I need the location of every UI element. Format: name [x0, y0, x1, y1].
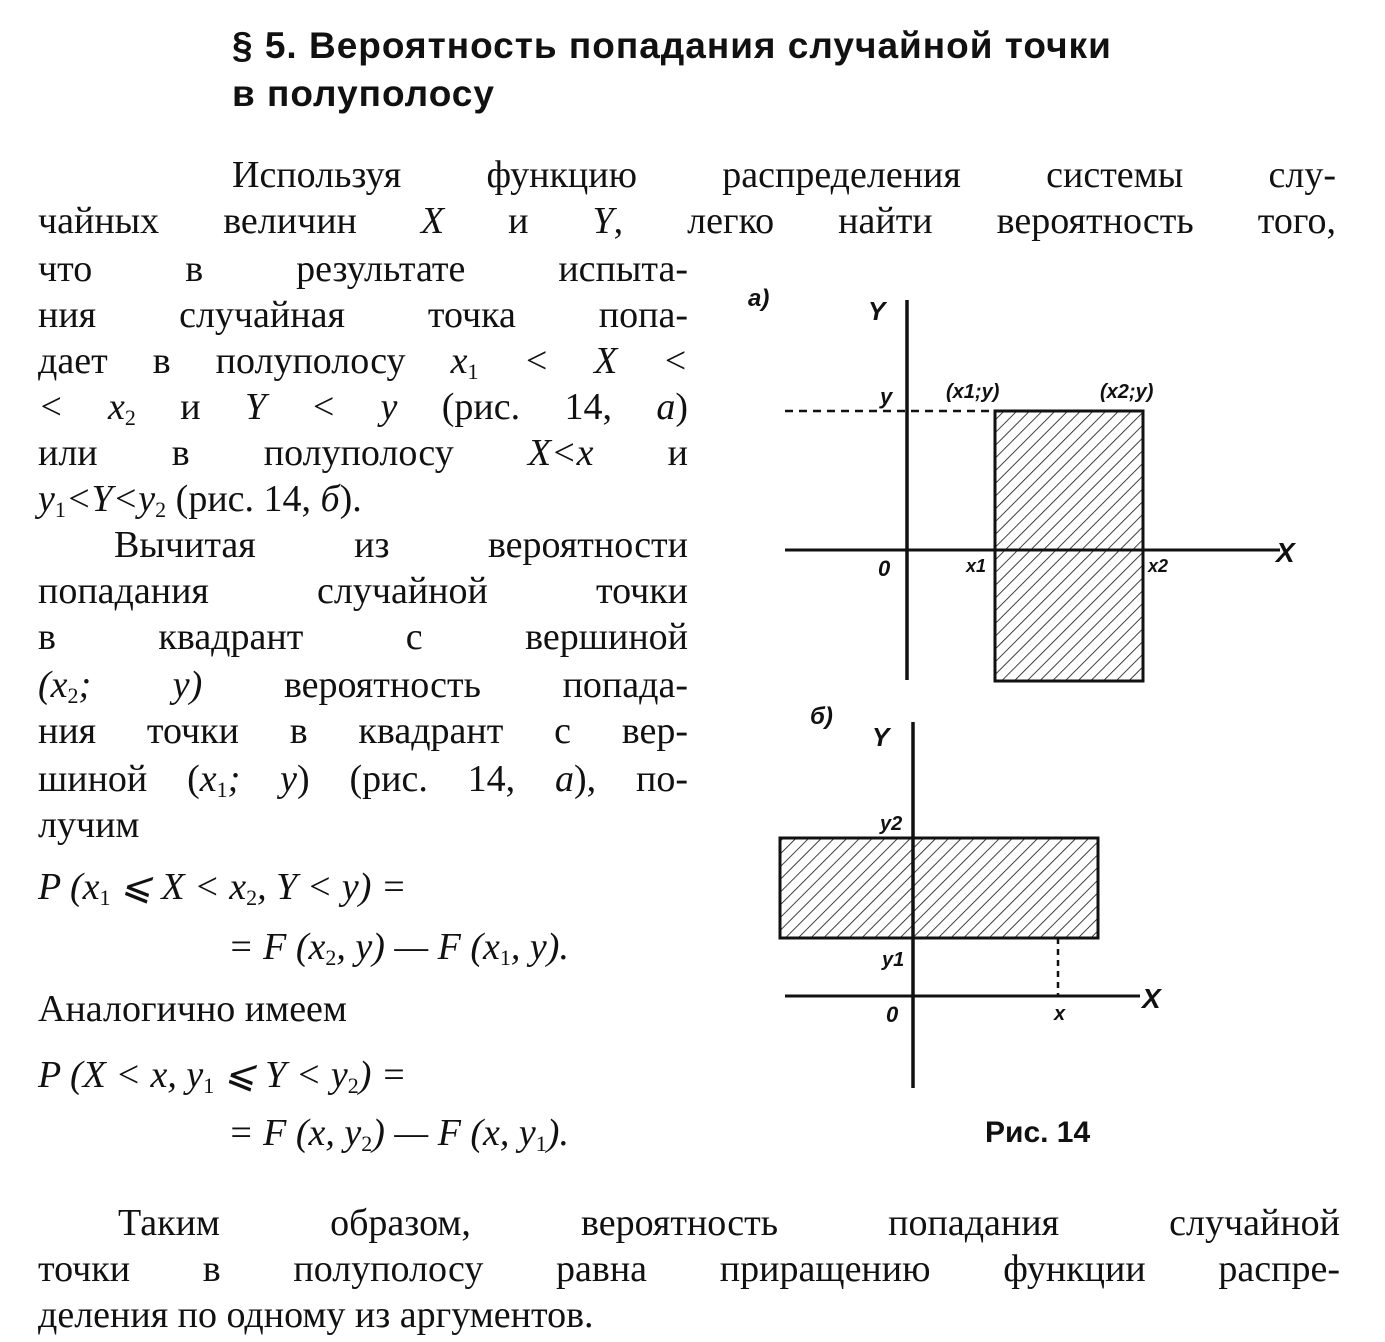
col-line-9: Вычитая из вероятности — [114, 524, 688, 566]
figure-a-x2: x2 — [1148, 556, 1169, 576]
formula-1-line-1: P ($x_1$ ⩽ $X < x_2$, Y < y) = — [38, 866, 407, 910]
figure-b-halfstrip — [780, 838, 1098, 938]
figure-a-x1: x1 — [966, 556, 987, 576]
figure-b-x-axis-label: X — [1142, 983, 1161, 1014]
figure-b-label: б) — [810, 703, 833, 730]
conclusion-line-3: деления по одному из аргументов. — [38, 1294, 594, 1336]
intro-line-1: Используя функцию распределения системы слу- — [232, 154, 1336, 196]
heading-line-1: § 5. Вероятность попадания случайной точки — [232, 25, 1112, 66]
col-line-14: шиной ($x_1$; y) (рис. 14, а), по- — [38, 758, 688, 802]
figure-a-halfstrip — [995, 411, 1143, 681]
col-line-12: ($x_2$; y) вероятность попада- — [38, 664, 688, 708]
figure-b-y1: y1 — [882, 949, 905, 971]
figure-b-x-tick: x — [1054, 1003, 1066, 1025]
conclusion-line-1: Таким образом, вероятность попадания случайной — [118, 1202, 1340, 1244]
formula-2-line-2: = F (x, $y_2$) — F (x, $y_1$). — [228, 1112, 569, 1156]
col-line-4: ния случайная точка попа- — [38, 294, 688, 336]
heading-line-2: в полуполосу — [232, 73, 495, 114]
figure-b-y-axis-label: Y — [872, 722, 890, 752]
figure-a — [740, 280, 1320, 700]
figure-a-y-tick: y — [880, 384, 893, 409]
intro-line-2: чайных величин X и Y, легко найти вероятность того, — [38, 200, 1336, 242]
figure-b-y2: y2 — [880, 813, 903, 835]
col-line-5: дает в полуполосу $x_1 < X$ < — [38, 340, 688, 384]
col-line-10: попадания случайной точки — [38, 570, 688, 612]
figure-a-y-axis-label: Y — [868, 296, 886, 326]
figure-a-corner2: (x2;y) — [1100, 381, 1154, 403]
formula-1-line-2: = F ($x_2$, y) — F ($x_1$, y). — [228, 926, 569, 970]
col-line-6: < $x_2$ и Y < y (рис. 14, а) — [38, 386, 688, 430]
col-line-7: или в полуполосу X<x и — [38, 432, 688, 474]
analog-text: Аналогично имеем — [38, 988, 347, 1030]
figure-a-origin: 0 — [878, 556, 891, 581]
figure-a-x-axis-label: X — [1276, 537, 1295, 568]
col-line-11: в квадрант с вершиной — [38, 616, 688, 658]
figure-caption: Рис. 14 — [985, 1116, 1091, 1149]
section-heading — [232, 22, 1112, 118]
formula-2-line-1: P (X < x, $y_1$ ⩽ $Y < y_2$) = — [38, 1054, 407, 1098]
col-line-8: $y_1<Y<y_2$ (рис. 14, б). — [38, 478, 362, 522]
figure-a-corner1: (x1;y) — [946, 381, 1000, 403]
figure-a-label: а) — [748, 285, 770, 312]
col-line-3: что в результате испыта- — [38, 248, 688, 290]
figure-b — [740, 690, 1320, 1090]
conclusion-line-2: точки в полуполосу равна приращению функции распре- — [38, 1248, 1340, 1290]
col-line-13: ния точки в квадрант с вер- — [38, 710, 688, 752]
col-line-15: лучим — [38, 804, 140, 846]
figure-b-origin: 0 — [886, 1002, 899, 1027]
